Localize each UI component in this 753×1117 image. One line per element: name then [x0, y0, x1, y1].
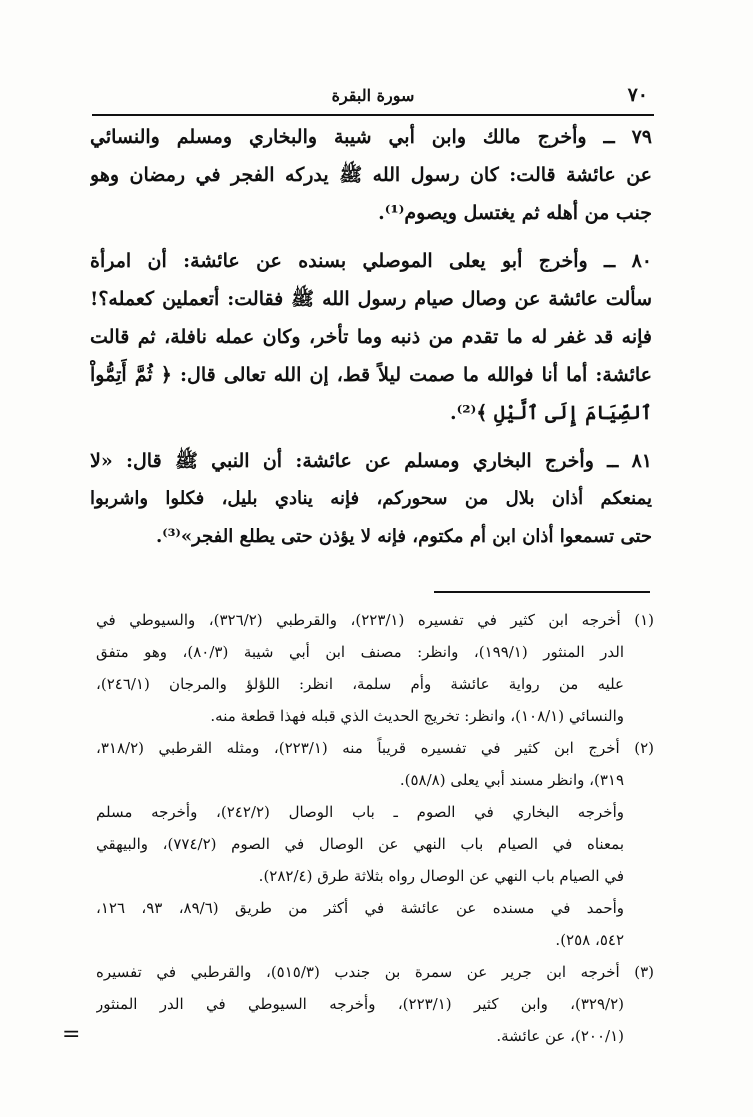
footnote-line: ٥٤٢، ٢٥٨).: [555, 931, 624, 949]
quran-verse-line: ٱلصِّيَامَ إِلَى ٱلَّيْلِ ﴾⁽²⁾.: [450, 402, 652, 424]
text-line: ٨٠ ــ وأخرج أبو يعلى الموصلي بسنده عن عائشة: أن امرأة: [90, 250, 652, 272]
footnote-line: (١) أخرجه ابن كثير في تفسيره (٢٢٣/١)، والقرطبي (٣٢٦/٢)، والسيوطي في: [96, 611, 654, 629]
text-line: ٧٩ ــ وأخرج مالك وابن أبي شيبة والبخاري ومسلم والنسائي: [90, 126, 652, 148]
paragraph-80: [90, 242, 652, 432]
footnote-line: (٢٠٠/١)، عن عائشة.: [496, 1027, 624, 1045]
hadith-text-line: حتى تسمعوا أذان ابن أم مكتوم، فإنه لا يؤذن حتى يطلع الفجر»⁽³⁾.: [155, 526, 652, 547]
paragraph-81: [90, 442, 652, 556]
main-text: [90, 118, 652, 556]
footnote-line: (٢) أخرج ابن كثير في تفسيره قريباً منه (٢٢٣/١)، ومثله القرطبي (٣١٨/٢،: [96, 739, 654, 757]
text-line: ٨١ ــ وأخرج البخاري ومسلم عن عائشة: أن النبي ﷺ قال: «لا: [90, 450, 652, 472]
footnote-separator: [434, 591, 650, 593]
text-line: فإنه قد غفر له ما تقدم من ذنبه وما تأخر، وكان عمله نافلة، ثم قالت: [90, 326, 652, 348]
margin-mark: =: [62, 1022, 81, 1047]
text-line: عائشة: أما أنا فوالله ما صمت ليلاً قط، إن الله تعالى قال: ﴿ ثُمَّ أَتِمُّواْ: [90, 364, 652, 386]
footnote-line: وأحمد في مسنده عن عائشة في أكثر من طريق (٨٩/٦، ٩٣، ١٢٦،: [96, 899, 625, 917]
page-number: ٧٠: [627, 84, 648, 106]
footnote-line: عليه من رواية عائشة وأم سلمة، انظر: اللؤلؤ والمرجان (٢٤٦/١)،: [96, 675, 624, 693]
paragraph-79: [90, 118, 652, 232]
footnote-line: وأخرجه البخاري في الصوم ـ باب الوصال (٢٤٢/٢)، وأخرجه مسلم: [96, 803, 624, 821]
footnote-line: بمعناه في الصيام باب النهي عن الوصال في الصوم (٧٧٤/٢)، والبيهقي: [96, 835, 625, 853]
footnote-line: في الصيام باب النهي عن الوصال رواه بثلاثة طرق (٢٨٢/٤).: [258, 867, 624, 885]
page-header: [92, 78, 654, 116]
text-line: عن عائشة قالت: كان رسول الله ﷺ يدركه الفجر في رمضان وهو: [90, 164, 652, 186]
footnote-line: ٣١٩)، وانظر مسند أبي يعلى (٥٨/٨).: [399, 771, 624, 789]
footnote-line: (٣٢٩/٢)، وابن كثير (٢٢٣/١)، وأخرجه السيوطي في الدر المنثور: [96, 995, 624, 1013]
surah-title: سورة البقرة: [331, 86, 415, 105]
footnote-line: والنسائي (١٠٨/١)، وانظر: تخريج الحديث الذي قبله فهذا قطعة منه.: [210, 707, 624, 725]
footnote-line: (٣) أخرجه ابن جرير عن سمرة بن جندب (٥١٥/٣)، والقرطبي في تفسيره: [96, 963, 654, 981]
text-line: جنب من أهله ثم يغتسل ويصوم⁽¹⁾.: [378, 202, 652, 224]
footnote-line: الدر المنثور (١٩٩/١)، وانظر: مصنف ابن أبي شيبة (٨٠/٣)، وهو متفق: [96, 643, 625, 661]
text-line: سألت عائشة عن وصال صيام رسول الله ﷺ فقالت: أتعملين كعمله؟!: [90, 288, 652, 310]
hadith-text-line: يمنعكم أذان بلال من سحوركم، فإنه ينادي بليل، فكلوا واشربوا: [90, 488, 652, 509]
footnotes: [96, 604, 654, 1052]
